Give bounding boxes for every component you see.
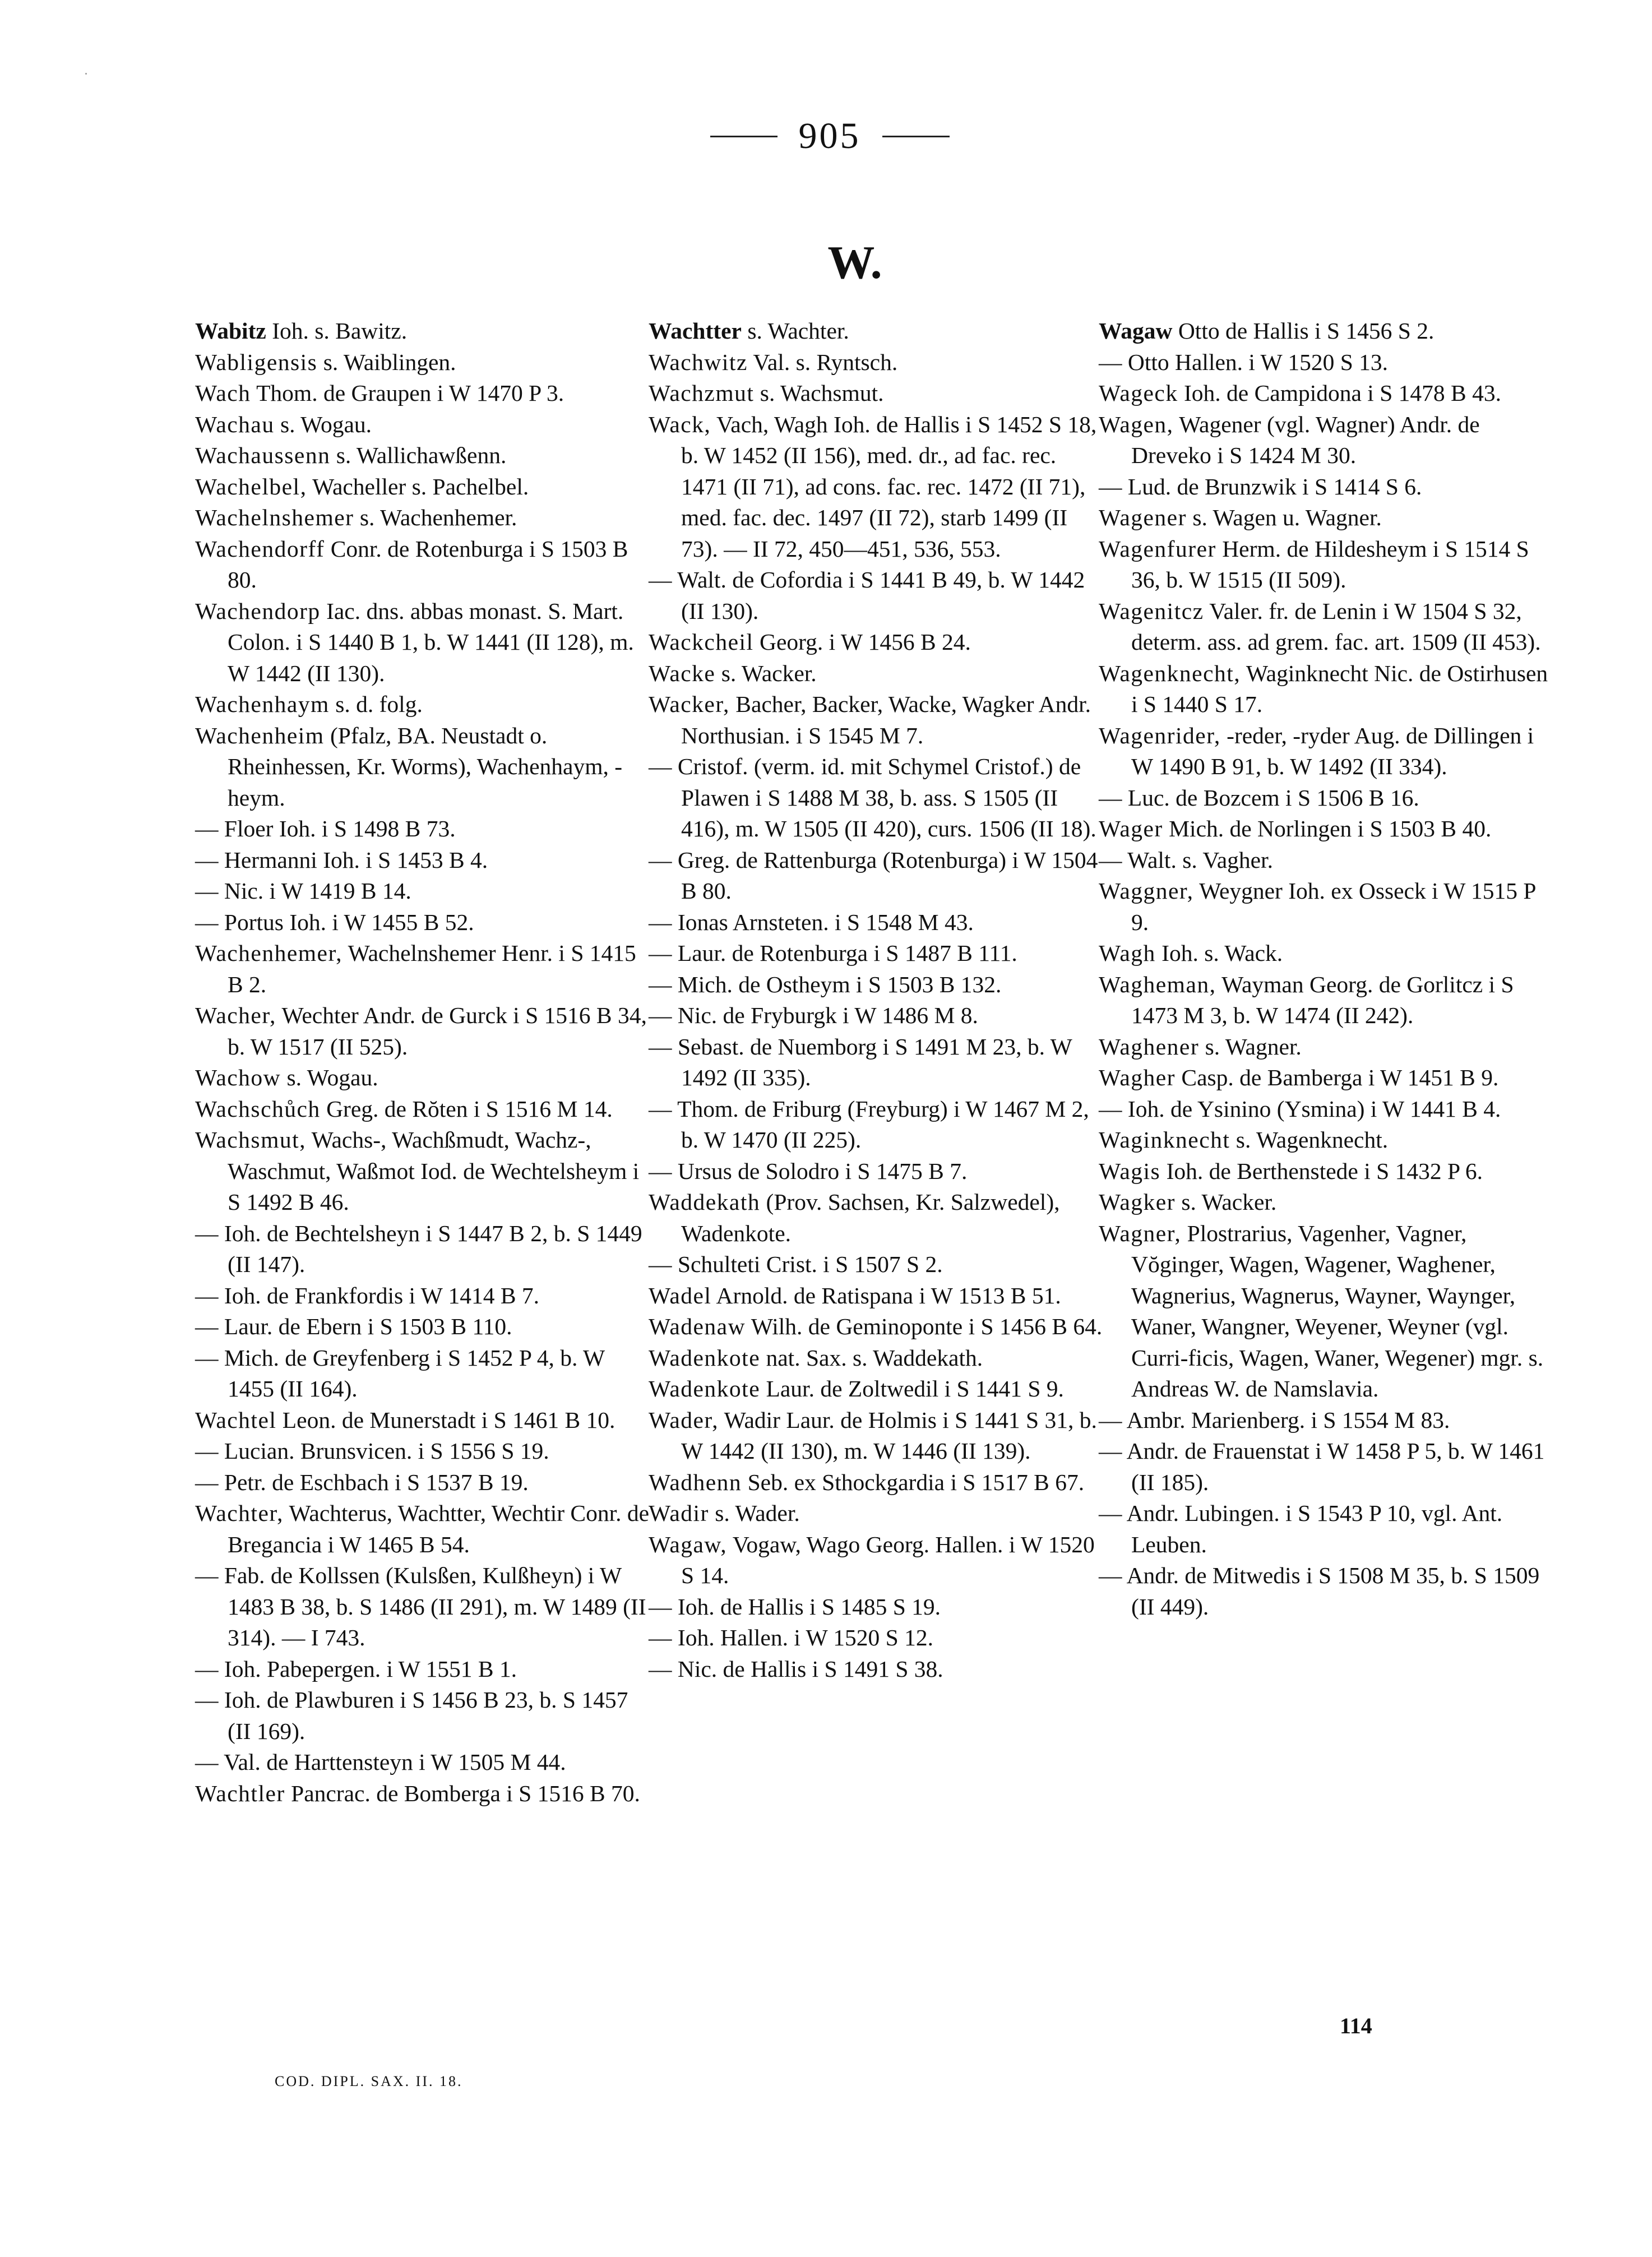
register-entry xyxy=(649,1032,1108,1094)
register-entry xyxy=(195,502,655,534)
entry-text: s. Wagner. xyxy=(1199,1033,1302,1060)
register-entry xyxy=(195,1218,655,1280)
entry-headword: Wader, xyxy=(649,1407,719,1433)
entry-text: s. Wachenhemer. xyxy=(354,505,517,530)
register-entry xyxy=(195,316,655,347)
entry-headword: Wachtler xyxy=(195,1780,285,1806)
entry-text: s. Wachsmut. xyxy=(754,380,884,406)
entry-text: Waginknecht Nic. de Ostirhusen i S 1440 S 17. xyxy=(1131,660,1548,717)
signature-mark: 114 xyxy=(1340,2013,1372,2038)
register-entry xyxy=(649,689,1108,751)
entry-headword: Waghener xyxy=(1099,1033,1200,1060)
register-entry xyxy=(195,1498,655,1560)
entry-text: s. d. folg. xyxy=(329,691,423,717)
entry-text: Wadir Laur. de Holmis i S 1441 S 31, b. W 1442 (II 130), m. W 1446 (II 139). xyxy=(681,1407,1097,1464)
entry-headword: Wadhenn xyxy=(649,1469,742,1495)
entry-text: — Mich. de Greyfenberg i S 1452 P 4, b. W 1455 (II 164). xyxy=(195,1344,605,1402)
entry-headword: Wagner, xyxy=(1099,1220,1182,1246)
entry-headword: Wachter, xyxy=(195,1500,284,1526)
register-entry xyxy=(195,1311,655,1343)
register-entry xyxy=(649,316,1108,347)
register-entry xyxy=(1099,1032,1558,1063)
entry-text: (Pfalz, BA. Neustadt o. Rheinhessen, Kr. Worms), Wachenhaym, -heym. xyxy=(228,722,623,811)
entry-headword: Wachwitz xyxy=(649,349,748,375)
entry-text: — Lucian. Brunsvicen. i S 1556 S 19. xyxy=(195,1438,549,1464)
entry-text: — Andr. de Mitwedis i S 1508 M 35, b. S 1509 (II 449). xyxy=(1099,1562,1540,1620)
entry-text: Arnold. de Ratispana i W 1513 B 51. xyxy=(711,1282,1061,1308)
register-entry xyxy=(649,1187,1108,1249)
register-entry xyxy=(1099,938,1558,969)
register-entry xyxy=(1099,1187,1558,1218)
entry-text: Valer. fr. de Lenin i W 1504 S 32, determ. ass. ad grem. fac. art. 1509 (II 453). xyxy=(1131,598,1541,655)
register-entry xyxy=(649,969,1108,1001)
entry-text: (Prov. Sachsen, Kr. Salzwedel), Wadenkote. xyxy=(681,1189,1060,1246)
entry-text: Ioh. s. Wack. xyxy=(1155,940,1283,966)
entry-headword: Wachaussenn xyxy=(195,442,331,468)
entry-text: s. Wogau. xyxy=(281,1065,378,1090)
text-column-1 xyxy=(195,316,655,1809)
entry-text: — Ioh. de Plawburen i S 1456 B 23, b. S 1457 (II 169). xyxy=(195,1687,628,1744)
register-entry xyxy=(649,1467,1108,1498)
entry-text: — Cristof. (verm. id. mit Schymel Cristof.) de Plawen i S 1488 M 38, b. ass. S 1505 (II 416), m. W 1505 (II 420), curs. 1506 (II 18). xyxy=(649,753,1096,841)
entry-text: Thom. de Graupen i W 1470 P 3. xyxy=(251,380,564,406)
entry-headword: Wagenknecht, xyxy=(1099,660,1241,686)
entry-text: Pancrac. de Bomberga i S 1516 B 70. xyxy=(285,1780,640,1806)
entry-text: Wachelnshemer Henr. i S 1415 B 2. xyxy=(228,940,636,997)
entry-text: Wacheller s. Pachelbel. xyxy=(307,473,529,499)
register-entry xyxy=(195,409,655,441)
entry-text: — Sebast. de Nuemborg i S 1491 M 23, b. W 1492 (II 335). xyxy=(649,1033,1072,1090)
entry-headword: Wachow xyxy=(195,1065,281,1090)
entry-text: Vogaw, Wago Georg. Hallen. i W 1520 S 14. xyxy=(681,1531,1095,1588)
entry-text: — Petr. de Eschbach i S 1537 B 19. xyxy=(195,1469,529,1495)
register-entry xyxy=(195,534,655,596)
register-entry xyxy=(649,565,1108,627)
entry-headword: Wabitz xyxy=(195,318,266,344)
register-entry xyxy=(649,1592,1108,1623)
header-rule-left xyxy=(710,136,778,137)
entry-text: — Schulteti Crist. i S 1507 S 2. xyxy=(649,1251,943,1277)
register-entry xyxy=(1099,845,1558,876)
register-entry xyxy=(649,845,1108,907)
entry-text: Greg. de Rŏten i S 1516 M 14. xyxy=(320,1095,613,1122)
entry-text: — Ursus de Solodro i S 1475 B 7. xyxy=(649,1158,968,1184)
entry-text: Wagener (vgl. Wagner) Andr. de Dreveko i S 1424 M 30. xyxy=(1131,411,1480,468)
entry-text: s. Wallichawßenn. xyxy=(330,442,507,468)
entry-headword: Wachsmut, xyxy=(195,1127,307,1153)
register-entry xyxy=(195,1280,655,1312)
entry-headword: Wabligensis xyxy=(195,349,318,375)
entry-headword: Wagker xyxy=(1099,1189,1176,1215)
entry-text: Ioh. de Campidona i S 1478 B 43. xyxy=(1178,380,1501,406)
entry-headword: Wack, xyxy=(649,411,711,437)
register-entry xyxy=(649,907,1108,938)
entry-text: Mich. de Norlingen i S 1503 B 40. xyxy=(1163,816,1492,841)
register-entry xyxy=(1099,658,1558,720)
register-entry xyxy=(1099,783,1558,814)
register-entry xyxy=(649,1498,1108,1529)
register-entry xyxy=(195,440,655,471)
entry-text: s. Wachter. xyxy=(741,318,849,344)
entry-text: Wilh. de Geminoponte i S 1456 B 64. xyxy=(746,1313,1103,1339)
entry-text: — Ambr. Marienberg. i S 1554 M 83. xyxy=(1099,1407,1450,1433)
entry-headword: Wagener xyxy=(1099,505,1187,530)
entry-headword: Wadel xyxy=(649,1282,712,1308)
register-entry xyxy=(1099,813,1558,845)
entry-headword: Wacher, xyxy=(195,1002,276,1028)
register-entry xyxy=(1099,502,1558,534)
entry-text: — Ioh. de Hallis i S 1485 S 19. xyxy=(649,1593,941,1620)
entry-headword: Wagen, xyxy=(1099,411,1174,437)
register-entry xyxy=(1099,316,1558,347)
entry-text: — Floer Ioh. i S 1498 B 73. xyxy=(195,816,456,841)
entry-text: Seb. ex Sthockgardia i S 1517 B 67. xyxy=(742,1469,1085,1495)
entry-text: — Fab. de Kollssen (Kulsßen, Kulßheyn) i W 1483 B 38, b. S 1486 (II 291), m. W 1489 (II 314). — I 743. xyxy=(195,1562,646,1650)
register-entry xyxy=(649,1094,1108,1156)
entry-text: — Ioh. de Ysinino (Ysmina) i W 1441 B 4. xyxy=(1099,1095,1501,1122)
register-entry xyxy=(649,658,1108,690)
register-entry xyxy=(649,1622,1108,1654)
entry-text: Conr. de Rotenburga i S 1503 B 80. xyxy=(228,535,628,593)
entry-headword: Waggner, xyxy=(1099,878,1194,904)
register-entry xyxy=(1099,1125,1558,1156)
register-entry xyxy=(1099,1156,1558,1187)
register-entry xyxy=(195,347,655,378)
register-entry xyxy=(649,1249,1108,1280)
entry-headword: Wackcheil xyxy=(649,629,754,655)
register-entry xyxy=(195,471,655,503)
entry-headword: Wagis xyxy=(1099,1158,1161,1184)
entry-text: — Luc. de Bozcem i S 1506 B 16. xyxy=(1099,784,1419,811)
register-entry xyxy=(1099,1436,1558,1498)
entry-text: Weygner Ioh. ex Osseck i W 1515 P 9. xyxy=(1131,878,1535,935)
register-entry xyxy=(195,1000,655,1062)
register-entry xyxy=(195,1778,655,1810)
entry-text: — Val. de Harttensteyn i W 1505 M 44. xyxy=(195,1749,566,1775)
register-entry xyxy=(195,1405,655,1436)
entry-headword: Wagheman, xyxy=(1099,971,1216,997)
entry-text: Herm. de Hildesheym i S 1514 S 36, b. W 1515 (II 509). xyxy=(1131,535,1529,593)
entry-headword: Wachendorff xyxy=(195,535,325,562)
entry-text: — Nic. de Hallis i S 1491 S 38. xyxy=(649,1655,943,1682)
register-entry xyxy=(195,378,655,409)
text-column-3 xyxy=(1099,316,1558,1622)
entry-text: — Laur. de Ebern i S 1503 B 110. xyxy=(195,1313,512,1339)
register-entry xyxy=(1099,1218,1558,1405)
entry-text: s. Wagen u. Wagner. xyxy=(1186,505,1382,530)
entry-headword: Wagenrider, xyxy=(1099,722,1221,748)
register-entry xyxy=(649,1654,1108,1685)
entry-text: — Hermanni Ioh. i S 1453 B 4. xyxy=(195,847,488,873)
entry-headword: Wachzmut xyxy=(649,380,755,406)
entry-headword: Wagaw, xyxy=(649,1531,728,1557)
entry-text: Vach, Wagh Ioh. de Hallis i S 1452 S 18, b. W 1452 (II 156), med. dr., ad fac. rec. 1471 (II 71), ad cons. fac. rec. 1472 (II 71), med. fac. dec. 1497 (II 72), starb 1499 (II 73). — II 72, 450—451, 536, 553. xyxy=(681,411,1097,562)
page-header xyxy=(690,111,970,161)
entry-text: Leon. de Munerstadt i S 1461 B 10. xyxy=(276,1407,616,1433)
register-entry xyxy=(1099,720,1558,783)
entry-text: — Ioh. de Frankfordis i W 1414 B 7. xyxy=(195,1282,540,1308)
register-entry xyxy=(1099,969,1558,1032)
register-entry xyxy=(649,1343,1108,1374)
entry-text: Iac. dns. abbas monast. S. Mart. Colon. i S 1440 B 1, b. W 1441 (II 128), m. W 1442 (II 130). xyxy=(228,598,634,686)
register-entry xyxy=(195,689,655,720)
entry-text: Wechter Andr. de Gurck i S 1516 B 34, b. W 1517 (II 525). xyxy=(228,1002,647,1060)
entry-text: — Otto Hallen. i W 1520 S 13. xyxy=(1099,349,1389,375)
entry-text: s. Wader. xyxy=(709,1500,800,1526)
entry-text: — Walt. de Cofordia i S 1441 B 49, b. W 1442 (II 130). xyxy=(649,567,1085,624)
register-entry xyxy=(195,720,655,814)
entry-headword: Wager xyxy=(1099,816,1163,841)
register-entry xyxy=(195,876,655,907)
entry-text: s. Waiblingen. xyxy=(317,349,456,375)
entry-text: -reder, -ryder Aug. de Dillingen i W 1490 B 91, b. W 1492 (II 334). xyxy=(1131,722,1534,779)
entry-headword: Wadenaw xyxy=(649,1313,746,1339)
entry-headword: Wacke xyxy=(649,660,716,686)
entry-text: — Thom. de Friburg (Freyburg) i W 1467 M 2, b. W 1470 (II 225). xyxy=(649,1095,1089,1153)
register-entry xyxy=(195,596,655,690)
register-entry xyxy=(649,627,1108,658)
entry-headword: Wagher xyxy=(1099,1065,1176,1090)
entry-text: — Greg. de Rattenburga (Rotenburga) i W 1504 B 80. xyxy=(649,847,1098,904)
register-entry xyxy=(649,1280,1108,1312)
register-entry xyxy=(195,1125,655,1218)
register-entry xyxy=(1099,347,1558,378)
entry-headword: Wacker, xyxy=(649,691,730,717)
entry-text: Wachs-, Wachßmudt, Wachz-, Waschmut, Waßmot Iod. de Wechtelsheym i S 1492 B 46. xyxy=(228,1127,640,1215)
register-entry xyxy=(1099,471,1558,503)
register-entry xyxy=(649,1529,1108,1592)
register-entry xyxy=(195,938,655,1000)
register-entry xyxy=(195,813,655,845)
header-rule-right xyxy=(882,136,950,137)
entry-text: Casp. de Bamberga i W 1451 B 9. xyxy=(1176,1065,1499,1090)
entry-headword: Wachelbel, xyxy=(195,473,307,499)
register-entry xyxy=(195,1343,655,1405)
entry-headword: Wachschůch xyxy=(195,1095,321,1122)
register-entry xyxy=(195,1094,655,1125)
entry-headword: Wachenheim xyxy=(195,722,325,748)
entry-headword: Wagh xyxy=(1099,940,1156,966)
register-entry xyxy=(649,1000,1108,1032)
register-entry xyxy=(1099,1498,1558,1560)
entry-headword: Wadir xyxy=(649,1500,709,1526)
register-entry xyxy=(1099,1094,1558,1125)
entry-text: — Mich. de Ostheym i S 1503 B 132. xyxy=(649,971,1002,997)
entry-headword: Wagaw xyxy=(1099,318,1173,344)
entry-text: s. Wacker. xyxy=(715,660,817,686)
entry-text: Ioh. de Berthenstede i S 1432 P 6. xyxy=(1160,1158,1483,1184)
register-entry xyxy=(195,845,655,876)
entry-headword: Wagenitcz xyxy=(1099,598,1204,624)
entry-text: — Portus Ioh. i W 1455 B 52. xyxy=(195,909,474,935)
entry-text: — Ioh. Pabepergen. i W 1551 B 1. xyxy=(195,1655,517,1682)
entry-text: Wayman Georg. de Gorlitcz i S 1473 M 3, b. W 1474 (II 242). xyxy=(1131,971,1514,1028)
entry-headword: Wach xyxy=(195,380,251,406)
register-entry xyxy=(649,1156,1108,1187)
entry-text: nat. Sax. s. Waddekath. xyxy=(760,1344,983,1371)
entry-headword: Wageck xyxy=(1099,380,1178,406)
register-entry xyxy=(1099,1405,1558,1436)
entry-headword: Wachelnshemer xyxy=(195,505,354,530)
register-entry xyxy=(649,1311,1108,1343)
entry-text: Otto de Hallis i S 1456 S 2. xyxy=(1172,318,1434,344)
register-entry xyxy=(195,1436,655,1467)
entry-text: — Laur. de Rotenburga i S 1487 B 111. xyxy=(649,940,1017,966)
section-letter: W. xyxy=(827,237,882,289)
register-entry xyxy=(649,378,1108,409)
register-entry xyxy=(195,1560,655,1654)
entry-text: Georg. i W 1456 B 24. xyxy=(753,629,971,655)
entry-headword: Wadenkote xyxy=(649,1376,761,1402)
register-entry xyxy=(1099,1560,1558,1622)
entry-headword: Wagenfurer xyxy=(1099,535,1216,562)
register-entry xyxy=(1099,876,1558,938)
entry-text: — Andr. de Frauenstat i W 1458 P 5, b. W 1461 (II 185). xyxy=(1099,1438,1545,1495)
register-entry xyxy=(649,409,1108,565)
entry-text: — Nic. de Fryburgk i W 1486 M 8. xyxy=(649,1002,978,1028)
entry-headword: Wachendorp xyxy=(195,598,321,624)
entry-text: — Ioh. de Bechtelsheyn i S 1447 B 2, b. S 1449 (II 147). xyxy=(195,1220,642,1277)
entry-text: — Nic. i W 1419 B 14. xyxy=(195,878,411,904)
entry-text: — Ioh. Hallen. i W 1520 S 12. xyxy=(649,1625,933,1650)
register-entry xyxy=(1099,378,1558,409)
register-entry xyxy=(195,1062,655,1094)
entry-text: — Andr. Lubingen. i S 1543 P 10, vgl. Ant. Leuben. xyxy=(1099,1500,1503,1557)
entry-text: Bacher, Backer, Wacke, Wagker Andr. Northusian. i S 1545 M 7. xyxy=(681,691,1091,748)
entry-text: Plostrarius, Vagenher, Vagner, Vŏginger, Wagen, Wagener, Waghener, Wagnerius, Wagnerus, Wayner, Waynger, Waner, Wangner, Weyener, Weyner (vgl. Curri-ficis, Wagen, Waner, Wegener) mgr. s. Andreas W. de Namslavia. xyxy=(1131,1220,1544,1402)
register-entry xyxy=(195,1654,655,1685)
entry-text: — Walt. s. Vagher. xyxy=(1099,847,1273,873)
entry-text: Ioh. s. Bawitz. xyxy=(266,318,408,344)
entry-headword: Wadenkote xyxy=(649,1344,761,1371)
entry-text: s. Wagenknecht. xyxy=(1230,1127,1389,1153)
entry-headword: Wachenhaym xyxy=(195,691,330,717)
register-entry xyxy=(1099,1062,1558,1094)
register-entry xyxy=(649,1373,1108,1405)
entry-headword: Wachtter xyxy=(649,318,742,344)
register-entry xyxy=(649,751,1108,845)
register-entry xyxy=(649,1405,1108,1467)
entry-text: s. Wogau. xyxy=(274,411,372,437)
register-entry xyxy=(195,1685,655,1747)
entry-headword: Waginknecht xyxy=(1099,1127,1230,1153)
register-entry xyxy=(649,347,1108,378)
entry-headword: Wachau xyxy=(195,411,275,437)
entry-headword: Wachenhemer, xyxy=(195,940,343,966)
register-entry xyxy=(1099,596,1558,658)
entry-text: Wachterus, Wachtter, Wechtir Conr. de Bregancia i W 1465 B 54. xyxy=(228,1500,650,1557)
entry-text: s. Wacker. xyxy=(1176,1189,1277,1215)
entry-text: Val. s. Ryntsch. xyxy=(747,349,898,375)
register-entry xyxy=(195,1747,655,1778)
entry-text: — Ionas Arnsteten. i S 1548 M 43. xyxy=(649,909,974,935)
entry-headword: Waddekath xyxy=(649,1189,761,1215)
entry-headword: Wachtel xyxy=(195,1407,277,1433)
entry-text: Laur. de Zoltwedil i S 1441 S 9. xyxy=(760,1376,1064,1402)
register-entry xyxy=(195,907,655,938)
register-entry xyxy=(1099,409,1558,471)
page-number: 905 xyxy=(798,115,861,156)
text-column-2 xyxy=(649,316,1108,1685)
source-code-footer: COD. DIPL. SAX. II. 18. xyxy=(275,2073,463,2089)
entry-text: — Lud. de Brunzwik i S 1414 S 6. xyxy=(1099,473,1422,499)
scan-speck xyxy=(85,73,87,75)
register-entry xyxy=(195,1467,655,1498)
register-entry xyxy=(649,938,1108,969)
register-entry xyxy=(1099,534,1558,596)
